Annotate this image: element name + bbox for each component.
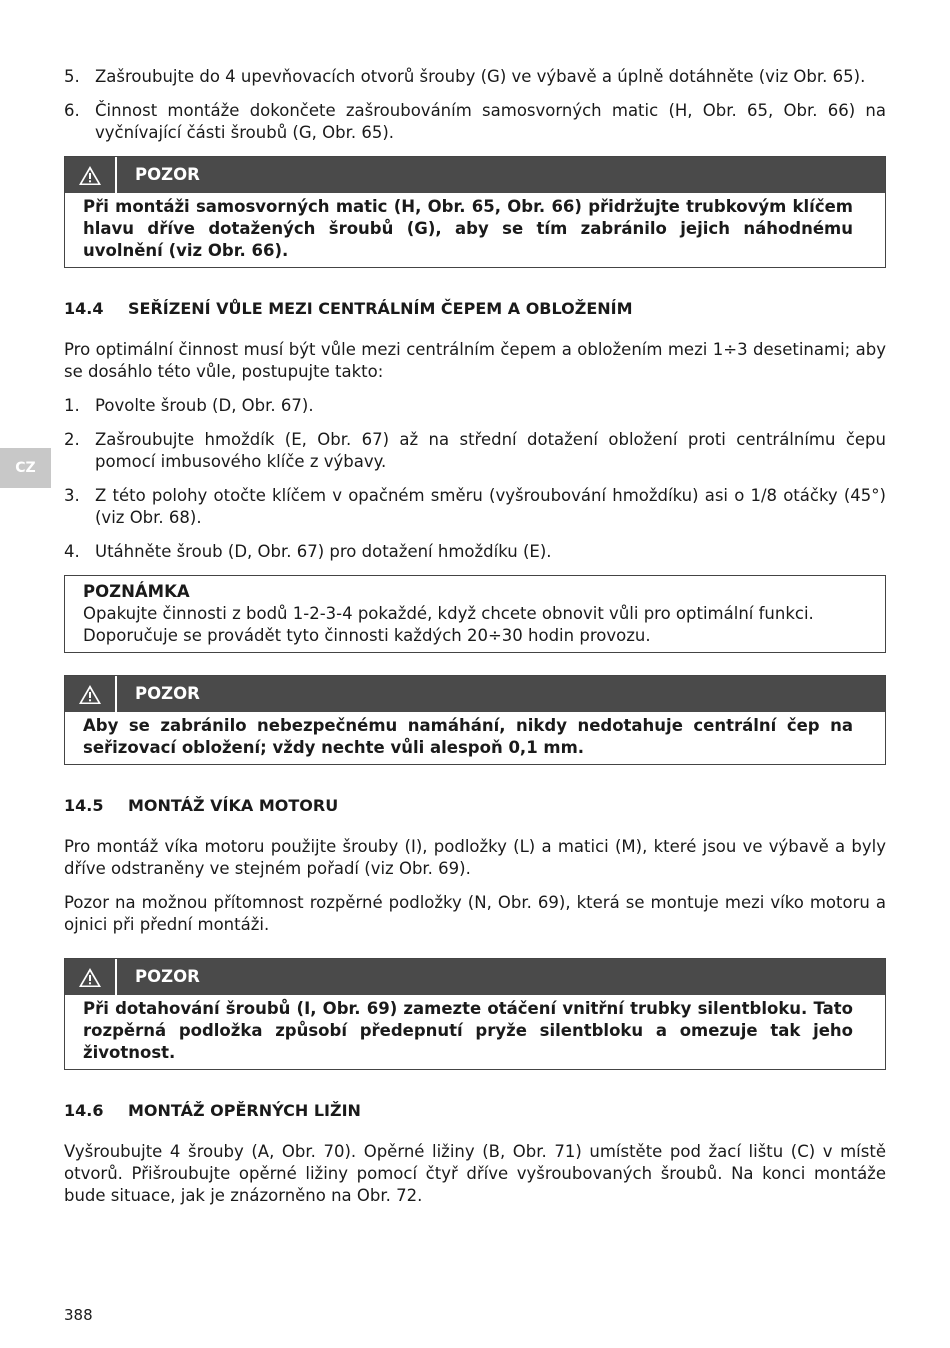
warning-header xyxy=(65,959,885,995)
list-number: 6. xyxy=(64,101,80,120)
paragraph: Pro optimální činnost musí být vůle mezi centrálním čepem a obložením mezi 1÷3 desetinami; aby se dosáhlo této vůle, postupujte takto: xyxy=(64,340,886,381)
warning-triangle-icon xyxy=(65,157,115,193)
warning-header xyxy=(65,676,885,712)
section-heading xyxy=(64,298,886,320)
list-item xyxy=(64,100,886,144)
list-text: Činnost montáže dokončete zašroubováním samosvorných matic (H, Obr. 65, Obr. 66) na vyčnívající části šroubů (G, Obr. 65). xyxy=(95,101,886,142)
list-number: 3. xyxy=(64,486,80,505)
list-item xyxy=(64,429,886,473)
list-item xyxy=(64,541,886,563)
warning-box xyxy=(64,675,886,765)
paragraph: Pro montáž víka motoru použijte šrouby (I), podložky (L) a matici (M), které jsou ve výbavě a byly dříve odstraněny ve stejném pořadí (viz Obr. 69). xyxy=(64,837,886,878)
list-text: Utáhněte šroub (D, Obr. 67) pro dotažení hmoždíku (E). xyxy=(95,542,552,561)
warning-title: POZOR xyxy=(135,967,200,986)
list-text: Zašroubujte hmoždík (E, Obr. 67) až na střední dotažení obložení proti centrálnímu čepu pomocí imbusového klíče z výbavy. xyxy=(95,430,886,471)
section-number: 14.5 xyxy=(64,796,104,815)
list-number: 4. xyxy=(64,542,80,561)
language-tab: CZ xyxy=(0,448,51,488)
section-number: 14.6 xyxy=(64,1101,104,1120)
section-title: MONTÁŽ VÍKA MOTORU xyxy=(128,796,339,815)
list-text: Z této polohy otočte klíčem v opačném směru (vyšroubování hmoždíku) asi o 1/8 otáčky (45°) (viz Obr. 68). xyxy=(95,486,886,527)
list-number: 5. xyxy=(64,67,80,86)
list-item xyxy=(64,485,886,529)
section-heading xyxy=(64,1100,886,1122)
page-number: 388 xyxy=(64,1306,93,1324)
warning-triangle-icon xyxy=(65,676,115,712)
warning-text: Při montáži samosvorných matic (H, Obr. 65, Obr. 66) přidržujte trubkovým klíčem hlavu dříve dotažených šroubů (G), aby se tím zabránilo jejich náhodnému uvolnění (viz Obr. 66). xyxy=(83,197,853,260)
paragraph: Pozor na možnou přítomnost rozpěrné podložky (N, Obr. 69), která se montuje mezi víko motoru a ojnici při přední montáži. xyxy=(64,893,886,934)
warning-header xyxy=(65,157,885,193)
list-text: Povolte šroub (D, Obr. 67). xyxy=(95,396,314,415)
warning-box xyxy=(64,958,886,1070)
section-number: 14.4 xyxy=(64,299,104,318)
warning-title: POZOR xyxy=(135,165,200,184)
note-text: Opakujte činnosti z bodů 1-2-3-4 pokaždé, když chcete obnovit vůli pro optimální funkci. Doporučuje se provádět tyto činnosti každých 20÷30 hodin provozu. xyxy=(83,604,814,645)
section-title: MONTÁŽ OPĚRNÝCH LIŽIN xyxy=(128,1101,361,1120)
section-heading xyxy=(64,795,886,817)
warning-text: Aby se zabránilo nebezpečnému namáhání, nikdy nedotahuje centrální čep na seřizovací obložení; vždy nechte vůli alespoň 0,1 mm. xyxy=(83,716,853,757)
warning-text: Při dotahování šroubů (I, Obr. 69) zamezte otáčení vnitřní trubky silentbloku. Tato rozpěrná podložka způsobí předepnutí pryže silentbloku a omezuje tak jeho životnost. xyxy=(83,999,853,1062)
warning-title: POZOR xyxy=(135,684,200,703)
list-item xyxy=(64,395,886,417)
note-box xyxy=(64,575,886,653)
warning-box xyxy=(64,156,886,268)
section-title: SEŘÍZENÍ VŮLE MEZI CENTRÁLNÍM ČEPEM A OBLOŽENÍM xyxy=(128,299,633,318)
list-text: Zašroubujte do 4 upevňovacích otvorů šrouby (G) ve výbavě a úplně dotáhněte (viz Obr. 65). xyxy=(95,67,866,86)
note-title: POZNÁMKA xyxy=(83,582,190,601)
page-content xyxy=(64,66,886,1219)
list-item xyxy=(64,66,886,88)
list-number: 1. xyxy=(64,396,80,415)
list-number: 2. xyxy=(64,430,80,449)
warning-triangle-icon xyxy=(65,959,115,995)
paragraph: Vyšroubujte 4 šrouby (A, Obr. 70). Opěrné ližiny (B, Obr. 71) umístěte pod žací lištu (C) v místě otvorů. Přišroubujte opěrné ližiny pomocí čtyř dříve vyšroubovaných šroubů. Na konci montáže bude situace, jak je znázorněno na Obr. 72. xyxy=(64,1142,886,1205)
